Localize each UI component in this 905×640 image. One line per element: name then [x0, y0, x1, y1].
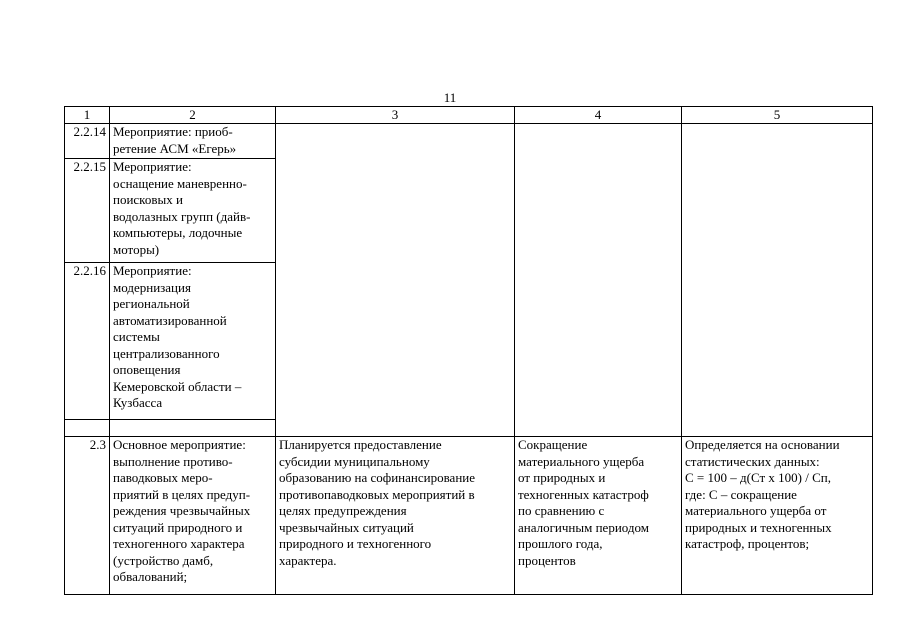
header-col-1: 1 — [65, 107, 110, 124]
empty-cell — [110, 420, 276, 437]
header-col-5: 5 — [682, 107, 873, 124]
header-col-4: 4 — [515, 107, 682, 124]
merged-empty-cell — [682, 124, 873, 437]
row-measure-name: Мероприятие: модернизация региональной автоматизированной системы централизованного оповещения Кемеровской области – Кузбасса — [110, 263, 276, 420]
measure-calculation: Определяется на основании статистических данных: С = 100 – д(Ст х 100) / Сп, где: С – сокращение материального ущерба от природных и техногенных катастроф, процентов; — [682, 437, 873, 595]
merged-empty-cell — [276, 124, 515, 437]
table-row — [65, 124, 873, 159]
table-header-row — [65, 107, 873, 124]
header-col-3: 3 — [276, 107, 515, 124]
measure-plan: Планируется предоставление субсидии муниципальному образованию на софинансирование противопаводковых мероприятий в целях предупреждения чрезвычайных ситуаций природного и техногенного характера. — [276, 437, 515, 595]
measure-description: Основное мероприятие: выполнение противо- паводковых меро- приятий в целях предуп- реждения чрезвычайных ситуаций природного и техногенного характера (устройство дамб, обвалований; — [110, 437, 276, 595]
row-measure-name: Мероприятие: приоб- ретение АСМ «Егерь» — [110, 124, 276, 159]
page-number: 11 — [443, 90, 457, 105]
row-number: 2.3 — [65, 437, 110, 595]
measure-indicator: Сокращение материального ущерба от природных и техногенных катастроф по сравнению с аналогичным периодом прошлого года, процентов — [515, 437, 682, 595]
row-number: 2.2.14 — [65, 124, 110, 159]
merged-empty-cell — [515, 124, 682, 437]
row-number: 2.2.15 — [65, 159, 110, 263]
empty-cell — [65, 420, 110, 437]
row-measure-name: Мероприятие: оснащение маневренно- поисковых и водолазных групп (дайв- компьютеры, лодочные моторы) — [110, 159, 276, 263]
header-col-2: 2 — [110, 107, 276, 124]
row-number: 2.2.16 — [65, 263, 110, 420]
table-row-main-measure — [65, 437, 873, 595]
measures-table — [64, 106, 873, 595]
